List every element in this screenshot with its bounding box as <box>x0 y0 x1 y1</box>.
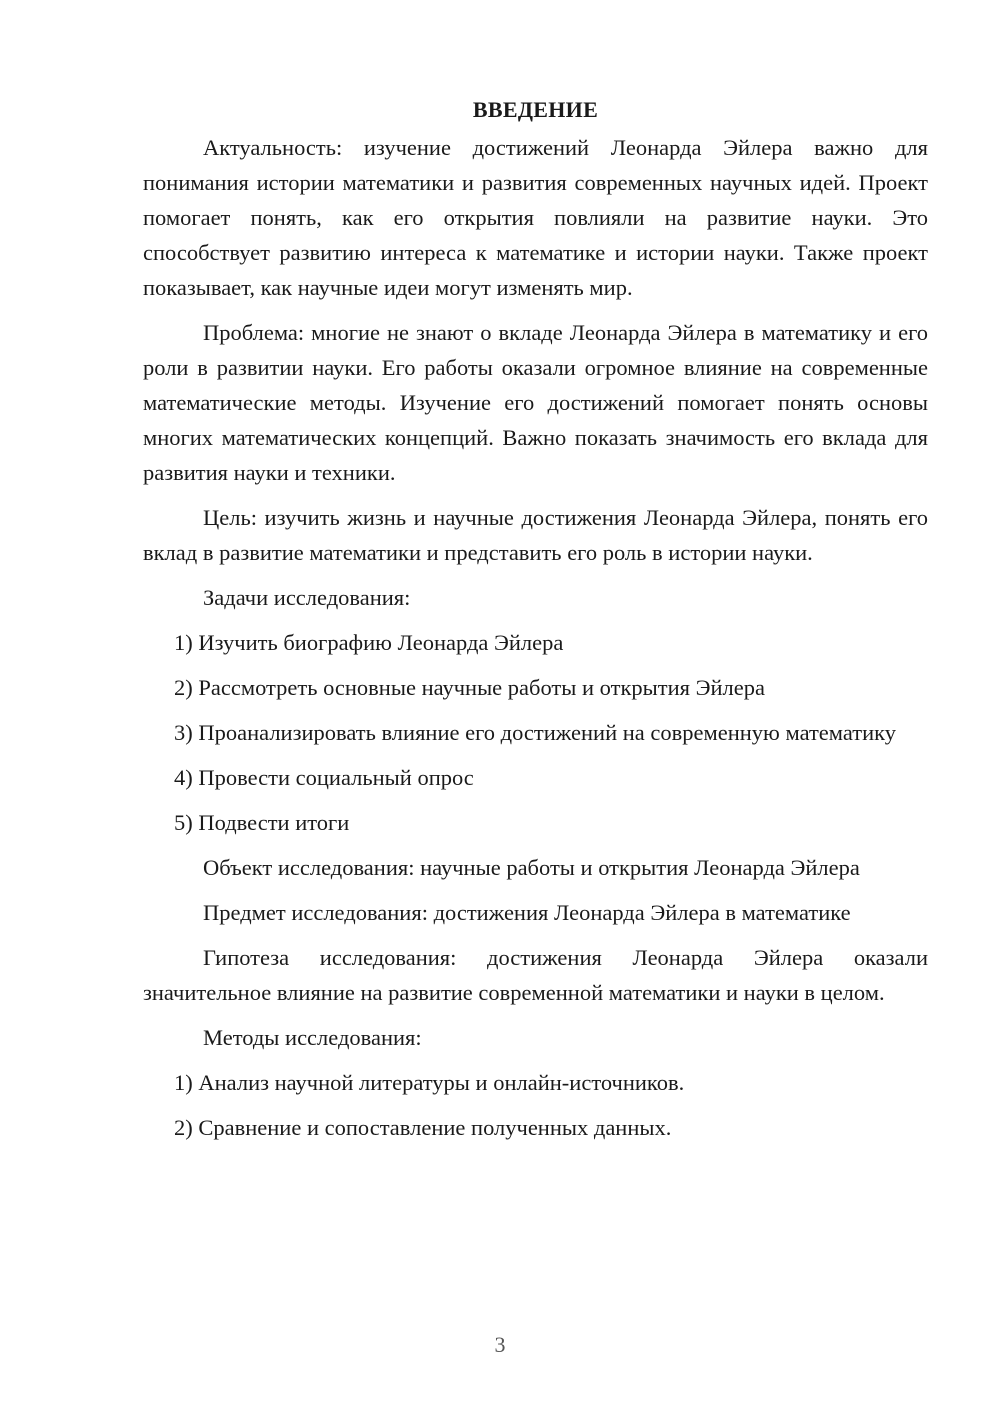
methods-heading: Методы исследования: <box>203 1025 422 1050</box>
tasks-heading: Задачи исследования: <box>203 585 411 610</box>
page-number: 3 <box>494 1332 506 1357</box>
problem-paragraph: Проблема: многие не знают о вкладе Леонарда Эйлера в математику и его роли в развитии науки. Его работы оказали огромное влияние на современные математические методы. Изучение его достижений помогает понять основы многих математических концепций. Важно показать значимость его вклада для развития науки и техники. <box>143 320 928 485</box>
document-page <box>143 92 928 1155</box>
object-paragraph: Объект исследования: научные работы и открытия Леонарда Эйлера <box>203 855 860 880</box>
task-item-3: 3) Проанализировать влияние его достижений на современную математику <box>174 720 897 745</box>
method-item-2: 2) Сравнение и сопоставление полученных данных. <box>174 1115 672 1140</box>
task-item-4: 4) Провести социальный опрос <box>174 765 474 790</box>
section-title: ВВЕДЕНИЕ <box>472 97 599 122</box>
task-item-5: 5) Подвести итоги <box>174 810 350 835</box>
hypothesis-paragraph: Гипотеза исследования: достижения Леонарда Эйлера оказали значительное влияние на развитие современной математики и науки в целом. <box>143 945 928 1005</box>
relevance-paragraph: Актуальность: изучение достижений Леонарда Эйлера важно для понимания истории математики и развития современных научных идей. Проект помогает понять, как его открытия повлияли на развитие науки. Это способствует развитию интереса к математике и истории науки. Также проект показывает, как научные идеи могут изменять мир. <box>143 135 928 300</box>
method-item-1: 1) Анализ научной литературы и онлайн-источников. <box>174 1070 685 1095</box>
task-item-1: 1) Изучить биографию Леонарда Эйлера <box>174 630 564 655</box>
goal-paragraph: Цель: изучить жизнь и научные достижения Леонарда Эйлера, понять его вклад в развитие математики и представить его роль в истории науки. <box>143 505 928 565</box>
subject-paragraph: Предмет исследования: достижения Леонарда Эйлера в математике <box>203 900 851 925</box>
task-item-2: 2) Рассмотреть основные научные работы и открытия Эйлера <box>174 675 765 700</box>
